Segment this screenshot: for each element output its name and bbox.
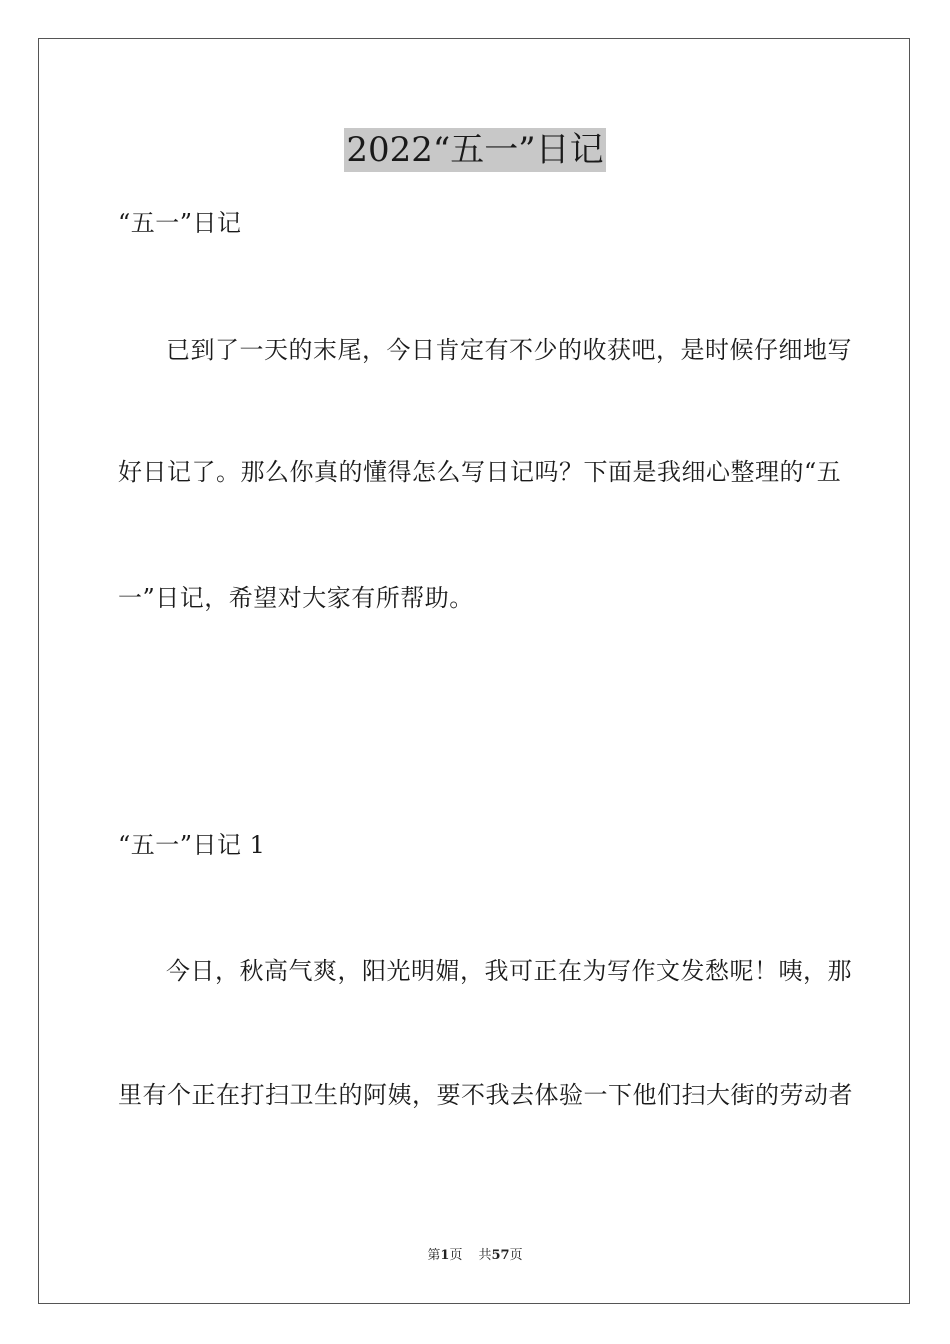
total-label-suffix: 页 [509,1248,523,1263]
total-page-count: 57 [491,1248,510,1263]
section-heading: “五一”日记 1 [118,831,266,859]
document-title [0,128,950,172]
paragraph-line: 好日记了。那么你真的懂得怎么写日记吗？下面是我细心整理的“五 [118,458,842,486]
page-footer [0,1247,950,1265]
page-label-prefix: 第 [427,1248,441,1263]
paragraph-line: 一”日记，希望对大家有所帮助。 [118,584,474,612]
current-page-number: 1 [440,1248,450,1263]
document-title-text: 2022“五一”日记 [346,130,604,170]
paragraph-line: 今日，秋高气爽，阳光明媚，我可正在为写作文发愁呢！咦，那 [166,957,852,985]
total-label-prefix: 共 [478,1248,492,1263]
page-label-suffix: 页 [449,1248,463,1263]
paragraph-line: 里有个正在打扫卫生的阿姨，要不我去体验一下他们扫大街的劳动者 [118,1081,853,1109]
section-heading: “五一”日记 [118,209,242,237]
paragraph-line: 已到了一天的末尾，今日肯定有不少的收获吧，是时候仔细地写 [166,336,852,364]
